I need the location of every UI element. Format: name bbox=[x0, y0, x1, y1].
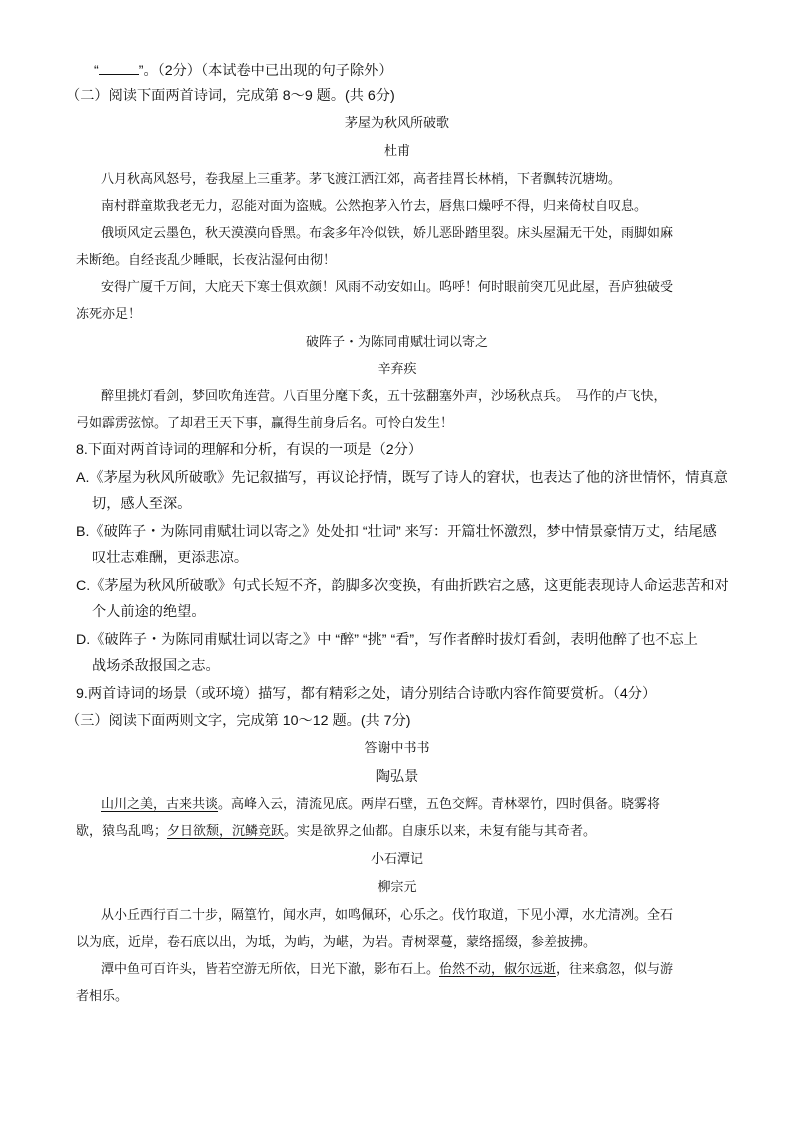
text2-line: 从小丘西行百二十步，隔篁竹，闻水声，如鸣佩环，心乐之。伐竹取道，下见小潭，水尤清冽。全石 bbox=[101, 908, 674, 923]
answer-blank[interactable] bbox=[99, 60, 139, 75]
q8-option-c: C.《茅屋为秋风所破歌》句式长短不齐，韵脚多次变换，有曲折跌宕之感，这更能表现诗人命运悲苦和对 bbox=[76, 578, 729, 594]
text-span: 。高峰入云，清流见底。两岸石壁，五色交辉。青林翠竹，四时俱备。晓雾将 bbox=[218, 797, 661, 812]
q8-option-b-cont: 叹壮志难酬，更添悲凉。 bbox=[92, 550, 249, 566]
q7-answer-line bbox=[94, 60, 393, 81]
underlined-phrase: 夕日欲颓，沉鳞竞跃 bbox=[167, 824, 285, 839]
text-span: 潭中鱼可百许头，皆若空游无所依，日光下澈，影布石上。 bbox=[101, 962, 440, 977]
poem1-line: 南村群童欺我老无力，忍能对面为盗贼。公然抱茅入竹去，唇焦口燥呼不得，归来倚杖自叹息。 bbox=[101, 199, 648, 214]
q7-tail-text: ”。（2分）（本试卷中已出现的句子除外） bbox=[138, 63, 393, 79]
q8-option-a-cont: 切，感人至深。 bbox=[92, 496, 192, 512]
poem1-line: 八月秋高风怒号，卷我屋上三重茅。茅飞渡江洒江郊，高者挂罥长林梢，下者飘转沉塘坳。 bbox=[101, 172, 622, 187]
q9-stem: 9.两首诗词的场景（或环境）描写，都有精彩之处，请分别结合诗歌内容作简要赏析。（4分） bbox=[76, 686, 657, 702]
text1-author: 陶弘景 bbox=[375, 769, 419, 785]
section2-header: （二）阅读下面两首诗词，完成第 8～9 题。(共 6分) bbox=[66, 88, 395, 104]
text-span: 。实是欲界之仙都。自康乐以来，未复有能与其奇者。 bbox=[284, 824, 597, 839]
poem2-author: 辛弃疾 bbox=[377, 362, 417, 377]
underlined-phrase: 山川之美，古来共谈 bbox=[101, 797, 219, 812]
poem1-line: 冻死亦足！ bbox=[76, 307, 142, 322]
text2-line: 以为底，近岸，卷石底以出，为坻，为屿，为嵁，为岩。青树翠蔓，蒙络摇缀，参差披拂。 bbox=[76, 935, 597, 950]
text1-line bbox=[101, 795, 660, 815]
q8-option-d-cont: 战场杀敌报国之志。 bbox=[92, 658, 220, 674]
underlined-phrase: 佁然不动，俶尔远逝 bbox=[439, 962, 557, 977]
poem1-line: 俄顷风定云墨色，秋天漠漠向昏黑。布衾多年冷似铁，娇儿恶卧踏里裂。床头屋漏无干处，雨脚如麻 bbox=[101, 226, 674, 241]
poem2-line: 弓如霹雳弦惊。了却君王天下事，赢得生前身后名。可怜白发生！ bbox=[76, 416, 454, 431]
poem2-title: 破阵子・为陈同甫赋壮词以寄之 bbox=[305, 335, 488, 350]
q8-option-d: D.《破阵子・为陈同甫赋壮词以寄之》中 “醉” “挑” “看”，写作者醉时拔灯看剑，表明他醉了也不忘上 bbox=[76, 632, 698, 648]
text-span: 歇，猿鸟乱鸣； bbox=[76, 824, 168, 839]
poem1-title: 茅屋为秋风所破歌 bbox=[344, 116, 449, 131]
poem1-line: 安得广厦千万间，大庇天下寒士俱欢颜！风雨不动安如山。呜呼！何时眼前突兀见此屋，吾庐独破受 bbox=[101, 280, 674, 295]
text2-line: 者相乐。 bbox=[76, 989, 129, 1004]
text1-title: 答谢中书书 bbox=[364, 741, 430, 756]
text2-line bbox=[101, 960, 673, 980]
q8-stem: 8.下面对两首诗词的理解和分析，有误的一项是（2分） bbox=[76, 442, 423, 458]
text2-author: 柳宗元 bbox=[377, 880, 417, 895]
poem2-line: 醉里挑灯看剑，梦回吹角连营。八百里分麾下炙，五十弦翻塞外声，沙场秋点兵。 马作的卢飞快， bbox=[101, 389, 667, 404]
poem1-line: 未断绝。自经丧乱少睡眠，长夜沾湿何由彻！ bbox=[76, 253, 337, 268]
text2-title: 小石潭记 bbox=[370, 852, 423, 867]
open-quote: “ bbox=[94, 63, 99, 79]
q8-option-b: B.《破阵子・为陈同甫赋壮词以寄之》处处扣 “壮词” 来写：开篇壮怀激烈，梦中情景豪情万丈，结尾感 bbox=[76, 524, 717, 540]
q8-option-a: A.《茅屋为秋风所破歌》先记叙描写，再议论抒情，既写了诗人的窘状，也表达了他的济世情怀，情真意 bbox=[76, 470, 728, 486]
section3-header: （三）阅读下面两则文字，完成第 10～12 题。(共 7分) bbox=[66, 713, 411, 729]
q8-option-c-cont: 个人前途的绝望。 bbox=[92, 604, 206, 620]
poem1-author: 杜甫 bbox=[383, 144, 410, 159]
text-span: ，往来翕忽，似与游 bbox=[556, 962, 674, 977]
text1-line bbox=[76, 822, 596, 842]
